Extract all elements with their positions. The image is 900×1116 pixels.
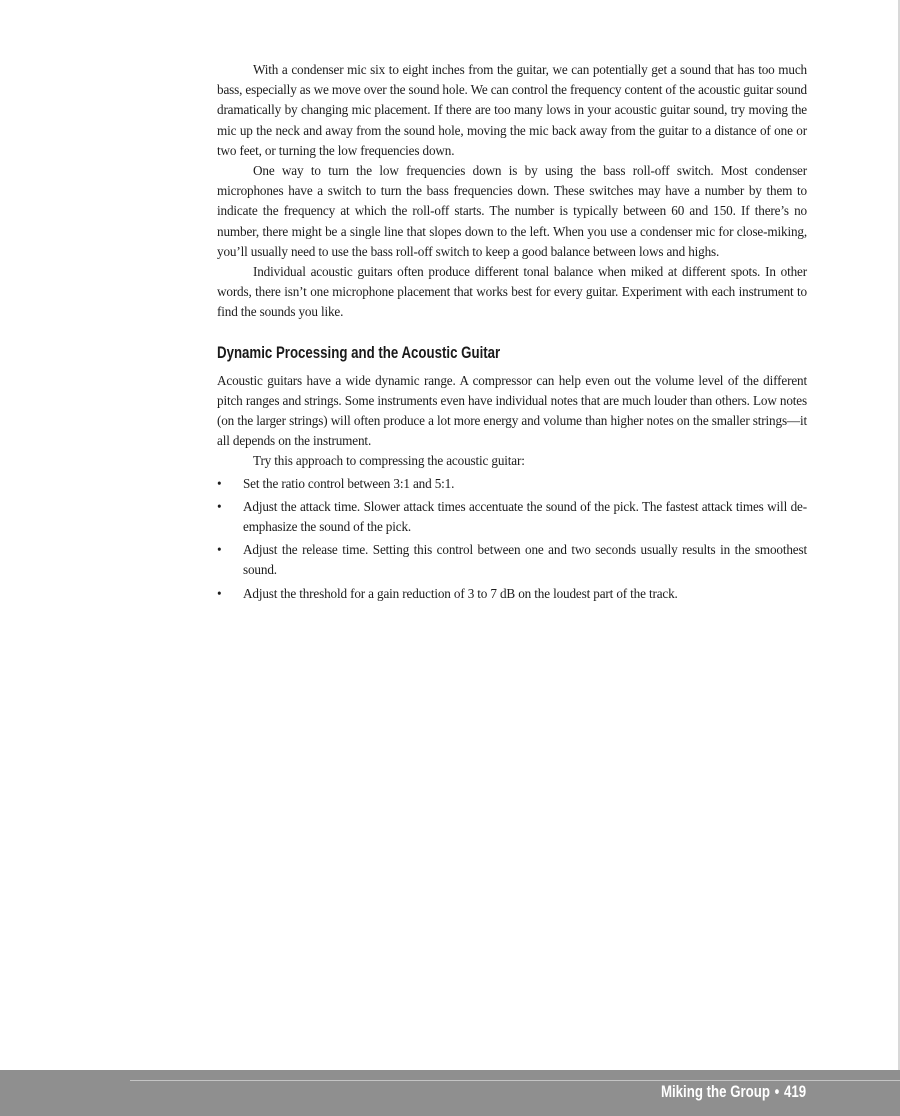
paragraph-bass-rolloff: One way to turn the low frequencies down is by using the bass roll-off switch. Most condenser microphones have a switch to turn the bass frequencies down. These switches may have a number by them to indicate the frequency at which the roll-off starts. The number is typically between 60 and 150. If there’s no number, there might be a single line that slopes down to the left. When you use a condenser mic for close-miking, you’ll usually need to use the bass roll-off switch to keep a good balance between lows and highs. xyxy=(217,163,807,259)
paragraph-mic-distance: With a condenser mic six to eight inches from the guitar, we can potentially get a sound that has too much bass, especially as we move over the sound hole. We can control the frequency content of the acoustic guitar sound dramatically by changing mic placement. If there are too many lows in your acoustic guitar sound, try moving the mic up the neck and away from the sound hole, moving the mic back away from the guitar to a distance of one or two feet, or turning the low frequencies down. xyxy=(217,62,807,158)
list-item xyxy=(217,584,807,604)
compression-steps-list xyxy=(217,474,807,604)
bullet-icon: • xyxy=(217,475,222,491)
compression-intro: Try this approach to compressing the acoustic guitar: xyxy=(253,453,525,469)
list-item xyxy=(217,540,807,580)
list-item xyxy=(217,497,807,537)
list-item xyxy=(217,474,807,494)
bullet-icon: • xyxy=(217,498,222,514)
footer-separator: • xyxy=(774,1082,780,1101)
list-item-text: Adjust the attack time. Slower attack times accentuate the sound of the pick. The fastest attack times will de-emphasize the sound of the pick. xyxy=(243,498,807,535)
chapter-title: Miking the Group xyxy=(660,1082,770,1101)
bullet-icon: • xyxy=(217,542,222,558)
paragraph-dynamic-range: Acoustic guitars have a wide dynamic range. A compressor can help even out the volume level of the different pitch ranges and strings. Some instruments even have individual notes that are much louder than others. Low notes (on the larger strings) will often produce a lot more energy and volume than higher notes on the smaller strings—it all depends on the instrument. xyxy=(217,372,807,449)
bullet-icon: • xyxy=(217,585,222,601)
page-content xyxy=(217,60,807,607)
section-heading: Dynamic Processing and the Acoustic Guitar xyxy=(217,342,501,362)
page-footer xyxy=(0,1070,900,1116)
running-footer xyxy=(661,1082,806,1102)
list-item-text: Adjust the threshold for a gain reduction of 3 to 7 dB on the loudest part of the track. xyxy=(243,585,678,601)
list-item-text: Adjust the release time. Setting this control between one and two seconds usually results in the smoothest sound. xyxy=(243,542,807,578)
page-number: 419 xyxy=(783,1082,806,1101)
paragraph-tonal-balance: Individual acoustic guitars often produce different tonal balance when miked at different spots. In other words, there isn’t one microphone placement that works best for every guitar. Experiment with each instrument to find the sounds you like. xyxy=(217,264,807,320)
list-item-text: Set the ratio control between 3:1 and 5:1. xyxy=(243,475,455,491)
footer-divider xyxy=(130,1080,900,1081)
